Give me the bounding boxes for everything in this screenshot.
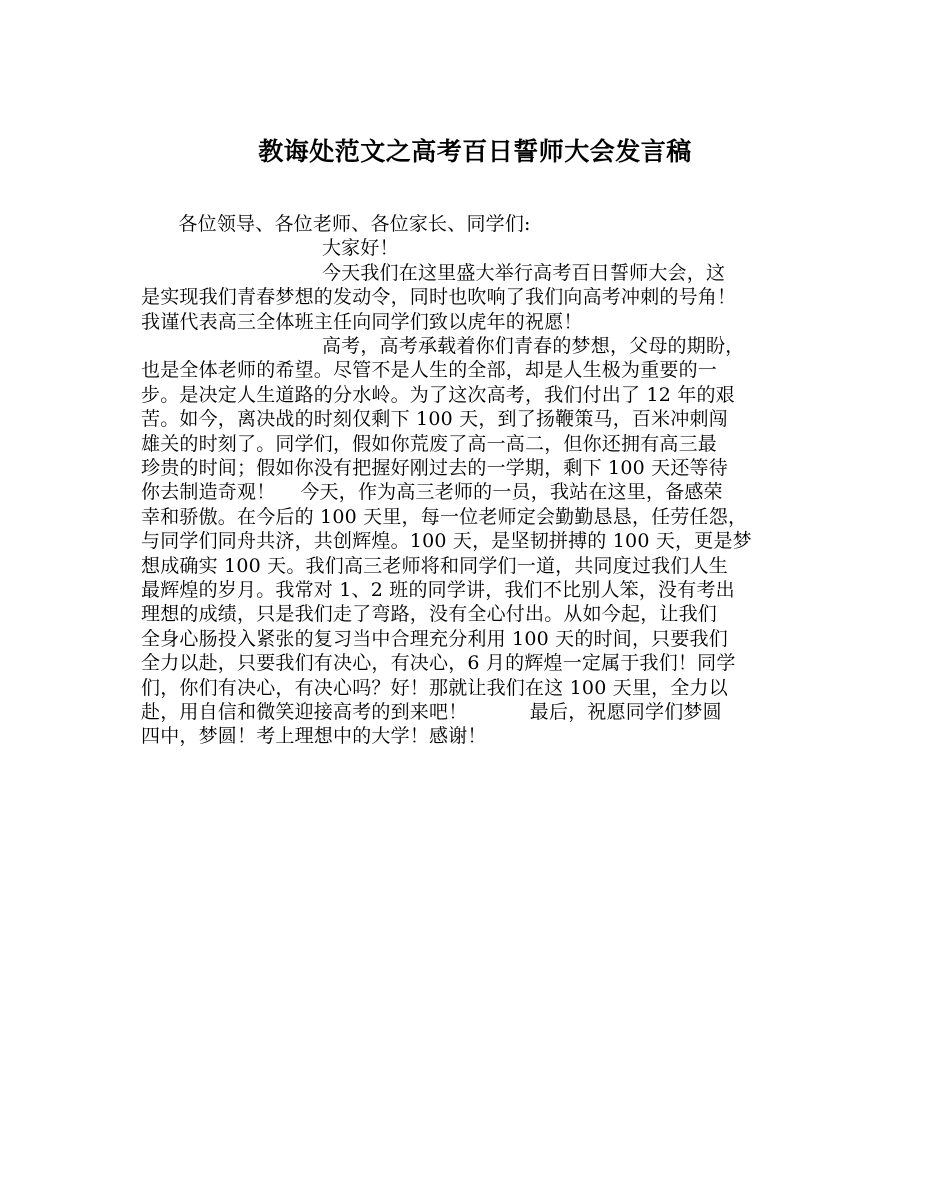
body-line: 四中，梦圆！考上理想中的大学！感谢！ — [141, 725, 487, 748]
body-line: 幸和骄傲。在今后的 100 天里，每一位老师定会勤勤恳恳，任劳任怨， — [141, 505, 748, 528]
body-line: 们，你们有决心，有决心吗？好！那就让我们在这 100 天里，全力以 — [141, 676, 728, 699]
body-line: 我谨代表高三全体班主任向同学们致以虎年的祝愿！ — [141, 310, 583, 333]
body-line: 全身心肠投入紧张的复习当中合理充分利用 100 天的时间，只要我们 — [141, 627, 728, 650]
body-line: 苦。如今，离决战的时刻仅剩下 100 天，到了扬鞭策马，百米冲刺闯 — [141, 408, 728, 431]
body-line: 你去制造奇观！ 今天，作为高三老师的一员，我站在这里，备感荣 — [141, 481, 723, 504]
body-line: 与同学们同舟共济，共创辉煌。100 天，是坚韧拼搏的 100 天，更是梦 — [141, 530, 752, 553]
body-line: 理想的成绩，只是我们走了弯路，没有全心付出。从如今起，让我们 — [141, 603, 718, 626]
body-line: 各位领导、各位老师、各位家长、同学们: — [141, 213, 531, 235]
body-line: 赴，用自信和微笑迎接高考的到来吧！ 最后，祝愿同学们梦圆 — [141, 701, 722, 723]
body-line: 今天我们在这里盛大举行高考百日誓师大会，这 — [141, 261, 726, 284]
body-line: 全力以赴，只要我们有决心，有决心，6 月的辉煌一定属于我们！同学 — [141, 652, 736, 675]
body-line: 珍贵的时间；假如你没有把握好刚过去的一学期，剩下 100 天还等待 — [141, 457, 728, 479]
body-line: 是实现我们青春梦想的发动令，同时也吹响了我们向高考冲刺的号角！ — [141, 286, 737, 309]
body-line: 想成确实 100 天。我们高三老师将和同学们一道，共同度过我们人生 — [141, 554, 728, 577]
body-line: 雄关的时刻了。同学们，假如你荒废了高一高二，但你还拥有高三最 — [141, 432, 718, 455]
body-line: 大家好！ — [141, 237, 399, 260]
body-line: 步。是决定人生道路的分水岭。为了这次高考，我们付出了 12 年的艰 — [141, 383, 735, 406]
body-line: 最辉煌的岁月。我常对 1、2 班的同学讲，我们不比别人笨，没有考出 — [141, 579, 735, 601]
body-line: 也是全体老师的希望。尽管不是人生的全部，却是人生极为重要的一 — [141, 359, 718, 382]
document-title: 教诲处范文之高考百日誓师大会发言稿 — [258, 137, 692, 166]
body-line: 高考，高考承载着你们青春的梦想，父母的期盼， — [141, 335, 745, 357]
